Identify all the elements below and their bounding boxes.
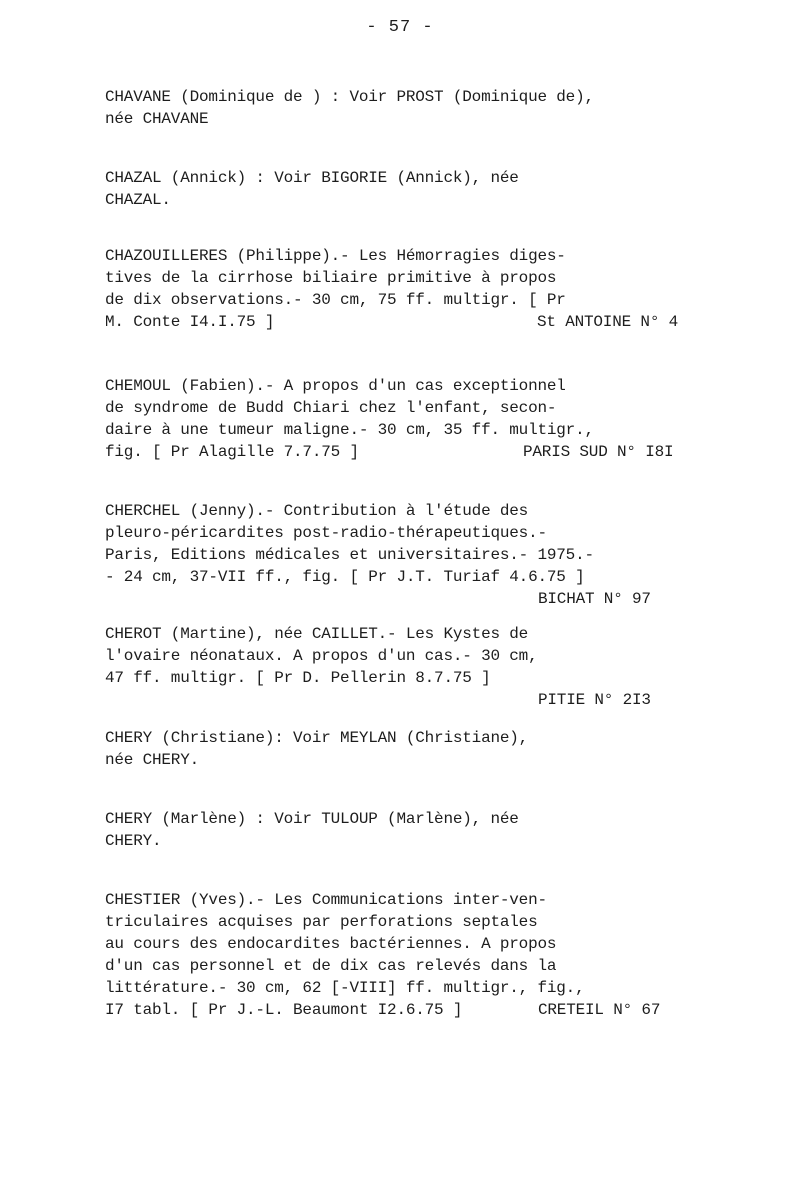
- bibliography-entry-chazal: [105, 167, 715, 211]
- entry-line: [105, 749, 715, 771]
- entry-text: fig. [ Pr Alagille 7.7.75 ]: [105, 443, 359, 461]
- entry-line: [105, 500, 715, 522]
- bibliography-entry-cherchel: [105, 500, 715, 610]
- entry-text: littérature.- 30 cm, 62 [-VIII] ff. multigr., fig.,: [105, 979, 585, 997]
- entry-text: Paris, Editions médicales et universitaires.- 1975.-: [105, 546, 594, 564]
- entry-line: [105, 911, 715, 933]
- entry-text: de dix observations.- 30 cm, 75 ff. multigr. [ Pr: [105, 291, 566, 309]
- entry-line: [105, 933, 715, 955]
- entry-text: d'un cas personnel et de dix cas relevés dans la: [105, 957, 557, 975]
- entry-text: tives de la cirrhose biliaire primitive à propos: [105, 269, 557, 287]
- entry-line: [105, 375, 715, 397]
- entry-text: CHEMOUL (Fabien).- A propos d'un cas exceptionnel: [105, 377, 566, 395]
- entry-text: daire à une tumeur maligne.- 30 cm, 35 ff. multigr.,: [105, 421, 594, 439]
- entry-text: CHERCHEL (Jenny).- Contribution à l'étude des: [105, 502, 529, 520]
- entry-location: BICHAT N° 97: [538, 590, 651, 608]
- bibliography-entry-chavane: [105, 86, 715, 130]
- entry-line: [105, 108, 715, 130]
- page-number: - 57 -: [366, 18, 434, 37]
- entry-line: [105, 419, 715, 441]
- entry-line: [105, 999, 715, 1021]
- entry-line: [105, 689, 715, 711]
- entry-text: l'ovaire néonataux. A propos d'un cas.- 30 cm,: [105, 647, 538, 665]
- entry-line: [105, 189, 715, 211]
- entry-line: [105, 955, 715, 977]
- entry-text: CHERY (Marlène) : Voir TULOUP (Marlène), née: [105, 810, 519, 828]
- entry-line: [105, 544, 715, 566]
- entry-text: - 24 cm, 37-VII ff., fig. [ Pr J.T. Turiaf 4.6.75 ]: [105, 568, 585, 586]
- entry-text: CHERY.: [105, 832, 162, 850]
- entry-line: [105, 889, 715, 911]
- bibliography-entry-chery-christiane: [105, 727, 715, 771]
- entry-line: [105, 667, 715, 689]
- entry-text: née CHAVANE: [105, 110, 209, 128]
- bibliography-entry-chestier: [105, 889, 715, 1021]
- entry-line: [105, 977, 715, 999]
- entry-line: [105, 808, 715, 830]
- entry-line: [105, 289, 715, 311]
- entry-text: triculaires acquises par perforations septales: [105, 913, 538, 931]
- entry-line: [105, 588, 715, 610]
- entry-line: [105, 566, 715, 588]
- bibliography-entry-chazouilleres: [105, 245, 715, 333]
- entry-line: [105, 86, 715, 108]
- entry-line: [105, 830, 715, 852]
- entry-line: [105, 311, 715, 333]
- entry-text: née CHERY.: [105, 751, 200, 769]
- bibliography-entry-cherot: [105, 623, 715, 711]
- entry-line: [105, 727, 715, 749]
- entry-text: M. Conte I4.I.75 ]: [105, 313, 275, 331]
- entry-line: [105, 623, 715, 645]
- entry-text: CHAZAL.: [105, 191, 171, 209]
- entry-text: de syndrome de Budd Chiari chez l'enfant, secon-: [105, 399, 557, 417]
- bibliography-entry-chemoul: [105, 375, 715, 463]
- entry-text: CHAZAL (Annick) : Voir BIGORIE (Annick), née: [105, 169, 519, 187]
- entry-text: CHAZOUILLERES (Philippe).- Les Hémorragies diges-: [105, 247, 566, 265]
- entry-text: CHESTIER (Yves).- Les Communications inter-ven-: [105, 891, 547, 909]
- entry-location: CRETEIL N° 67: [538, 1001, 661, 1019]
- entry-text: I7 tabl. [ Pr J.-L. Beaumont I2.6.75 ]: [105, 1001, 463, 1019]
- entry-text: au cours des endocardites bactériennes. A propos: [105, 935, 557, 953]
- entry-line: [105, 522, 715, 544]
- entry-line: [105, 167, 715, 189]
- entry-line: [105, 397, 715, 419]
- entry-text: pleuro-péricardites post-radio-thérapeutiques.-: [105, 524, 547, 542]
- bibliography-entry-chery-marlene: [105, 808, 715, 852]
- entry-text: CHERY (Christiane): Voir MEYLAN (Christiane),: [105, 729, 529, 747]
- entry-location: PARIS SUD N° I8I: [523, 443, 674, 461]
- entry-text: 47 ff. multigr. [ Pr D. Pellerin 8.7.75 ]: [105, 669, 491, 687]
- entry-line: [105, 267, 715, 289]
- entry-location: St ANTOINE N° 4: [537, 313, 679, 331]
- entry-text: CHEROT (Martine), née CAILLET.- Les Kystes de: [105, 625, 529, 643]
- entry-line: [105, 245, 715, 267]
- entry-line: [105, 645, 715, 667]
- entry-location: PITIE N° 2I3: [538, 691, 651, 709]
- entry-line: [105, 441, 715, 463]
- entry-text: CHAVANE (Dominique de ) : Voir PROST (Dominique de),: [105, 88, 594, 106]
